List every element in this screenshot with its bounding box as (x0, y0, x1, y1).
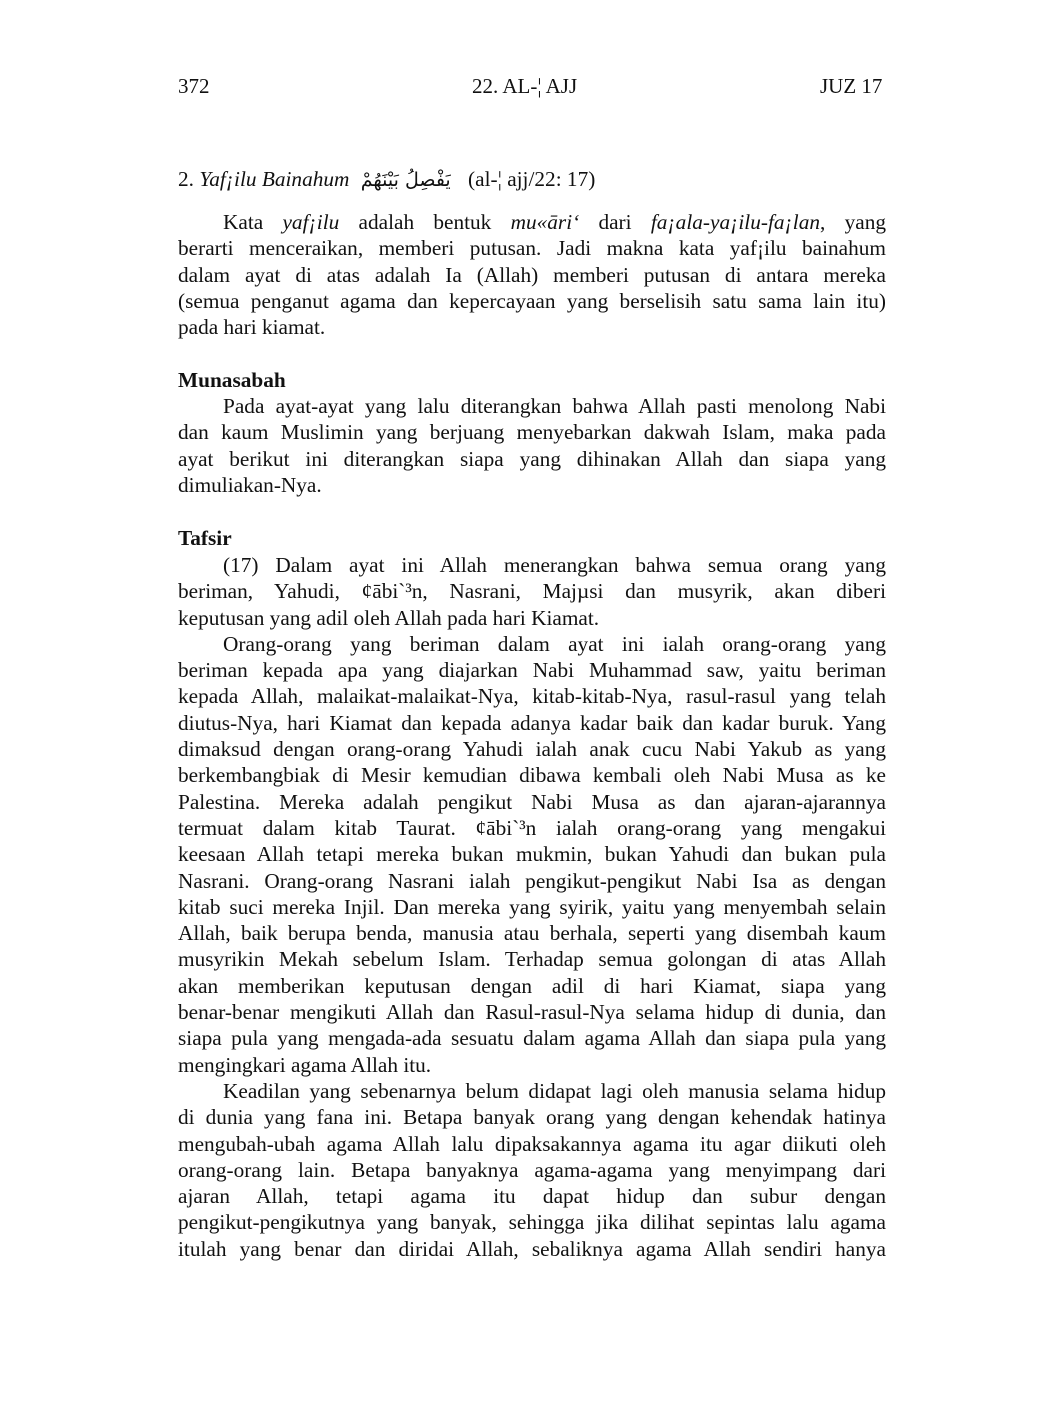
text-line: dalam ayat di atas adalah Ia (Allah) memberi putusan di antara mereka (178, 262, 886, 287)
term-arabic: يَفْصِلُ بَيْنَهُمْ (360, 169, 451, 191)
term-latin: Yaf¡ilu Bainahum (199, 167, 350, 191)
text-line: diutus-Nya, hari Kiamat dan kepada adanya kadar baik dan kadar buruk. Yang (178, 710, 886, 735)
term-explanation (178, 209, 886, 340)
text-line: benar-benar mengikuti Allah dan Rasul-rasul-Nya selama hidup di dunia, dan (178, 1000, 886, 1025)
text-line: itulah yang benar dan diridai Allah, sebaliknya agama Allah sendiri hanya (178, 1236, 886, 1261)
text-span: dari (579, 210, 651, 234)
text-line: Allah, baik berupa benda, manusia atau berhala, seperti yang disembah kaum (178, 921, 886, 946)
text-line: ayat berikut ini diterangkan siapa yang dihinakan Allah dan siapa yang (178, 446, 886, 471)
section-heading-munasabah: Munasabah (178, 368, 286, 392)
text-line: musyrikin Mekah sebelum Islam. Terhadap semua golongan di atas Allah (178, 947, 886, 972)
text-span: , yang (820, 210, 887, 234)
tafsir-paragraph (178, 1078, 886, 1262)
text-line (178, 209, 886, 235)
text-line: orang-orang lain. Betapa banyaknya agama-agama yang menyimpang dari (178, 1157, 886, 1182)
italic-term: mu«āri‘ (510, 210, 580, 234)
text-span: adalah bentuk (339, 210, 511, 234)
italic-term: yaf¡ilu (282, 210, 340, 234)
tafsir-paragraph (178, 552, 886, 631)
text-line: Pada ayat-ayat yang lalu diterangkan bahwa Allah pasti menolong Nabi (223, 394, 886, 418)
text-line: kepada Allah, malaikat-malaikat-Nya, kitab-kitab-Nya, rasul-rasul yang telah (178, 684, 886, 709)
munasabah-paragraph (178, 393, 886, 498)
text-line: beriman, Yahudi, ¢ābi`³n, Nasrani, Majµsi dan musyrik, akan diberi (178, 579, 886, 604)
text-line: Keadilan yang sebenarnya belum didapat lagi oleh manusia selama hidup (223, 1078, 886, 1103)
text-line: mengingkari agama Allah itu. (178, 1052, 432, 1077)
text-line: Orang-orang yang beriman dalam ayat ini ialah orang-orang yang (223, 631, 886, 656)
tafsir-body (178, 552, 886, 1262)
term-number: 2. (178, 167, 194, 191)
text-line: beriman kepada apa yang diajarkan Nabi Muhammad saw, yaitu beriman (178, 658, 886, 683)
italic-term: fa¡ala-ya¡ilu-fa¡lan (650, 210, 821, 234)
text-line: keputusan yang adil oleh Allah pada hari Kiamat. (178, 605, 600, 630)
text-line: (semua penganut agama dan kepercayaan yang berselisih satu sama lain itu) (178, 288, 886, 313)
term-reference: (al-¦ ajj/22: 17) (468, 167, 596, 191)
text-line: Palestina. Mereka adalah pengikut Nabi Musa as dan ajaran-ajarannya (178, 789, 886, 814)
text-line: akan memberikan keputusan dengan adil di hari Kiamat, siapa yang (178, 973, 886, 998)
text-line: mengubah-ubah agama Allah lalu dipaksakannya agama itu agar diikuti oleh (178, 1131, 886, 1156)
text-line: berkembangbiak di Mesir kemudian dibawa kembali oleh Nabi Musa as ke (178, 763, 886, 788)
text-line: pengikut-pengikutnya yang banyak, sehingga jika dilihat sepintas lalu agama (178, 1210, 886, 1235)
text-span: Kata (223, 210, 283, 234)
text-line: dimaksud dengan orang-orang Yahudi ialah anak cucu Nabi Yakub as yang (178, 737, 886, 762)
text-line: ajaran Allah, tetapi agama itu dapat hidup dan subur dengan (178, 1184, 886, 1209)
text-line: keesaan Allah tetapi mereka bukan mukmin, bukan Yahudi dan bukan pula (178, 842, 886, 867)
text-line: termuat dalam kitab Taurat. ¢ābi`³n ialah orang-orang yang mengakui (178, 815, 886, 840)
text-line: dimuliakan-Nya. (178, 472, 322, 497)
term-heading (178, 167, 886, 192)
text-line: berarti menceraikan, memberi putusan. Jadi makna kata yaf¡ilu bainahum (178, 236, 886, 261)
text-line: (17) Dalam ayat ini Allah menerangkan bahwa semua orang yang (223, 553, 886, 577)
text-line: kitab suci mereka Injil. Dan mereka yang syirik, yaitu yang menyembah selain (178, 894, 886, 919)
text-line: di dunia yang fana ini. Betapa banyak orang yang dengan kehendak hatinya (178, 1105, 886, 1130)
text-line: siapa pula yang mengada-ada sesuatu dalam agama Allah dan siapa pula yang (178, 1026, 886, 1051)
running-title: 22. AL-¦ AJJ (472, 74, 578, 98)
tafsir-paragraph (178, 631, 886, 1078)
juz-label: JUZ 17 (820, 74, 883, 98)
text-line: Nasrani. Orang-orang Nasrani ialah pengikut-pengikut Nabi Isa as dengan (178, 868, 886, 893)
page-number: 372 (178, 74, 210, 98)
text-line: dan kaum Muslimin yang berjuang menyebarkan dakwah Islam, maka pada (178, 420, 886, 445)
text-line: pada hari kiamat. (178, 315, 326, 340)
section-heading-tafsir: Tafsir (178, 526, 232, 550)
